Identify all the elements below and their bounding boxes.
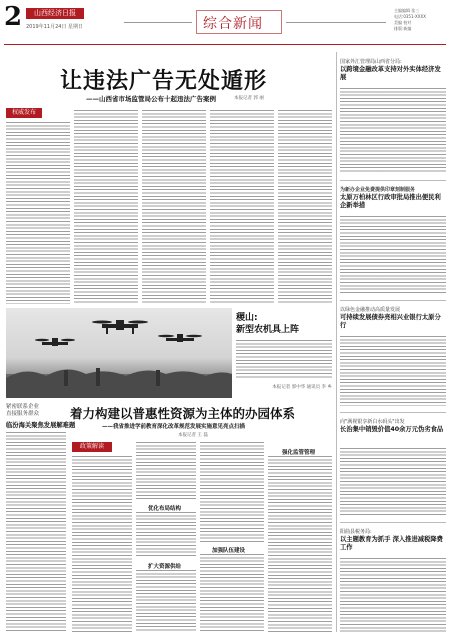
lead-column-4 [210, 110, 274, 304]
photo-caption-title: 稷山: 新型农机具上阵 [236, 313, 300, 335]
photo-caption-box [236, 308, 332, 398]
right-story-kicker: 阳曲县税务局: [340, 529, 372, 535]
drone-illustration [6, 308, 232, 398]
column-tag [6, 108, 42, 118]
section-title [196, 10, 282, 34]
right-divider [340, 412, 446, 413]
lower-left-title: 临汾海关聚焦发展解难题 [6, 422, 76, 429]
lead-title: 让违法广告无处遁形 [60, 69, 268, 94]
right-story-body [340, 336, 446, 406]
main-column-3 [200, 442, 264, 542]
policy-tag-label: 政策解读 [79, 443, 104, 450]
editor-line: 排版:新编 [394, 26, 412, 31]
main-column-4 [268, 456, 332, 632]
lead-byline: 本报记者 郭 丽 [234, 96, 264, 101]
photo-credit: 本报记者 郭中华 通讯员 李 乡 [272, 385, 332, 390]
right-story-title: 以跨境金融改革支持对外实体经济发展 [340, 66, 441, 81]
right-divider [340, 180, 446, 181]
paper-name: 山西经济日报 [34, 9, 76, 17]
date-line: 2019年11月24日 星期日 [26, 24, 84, 30]
editor-line: 主编编辑 张三 [394, 8, 420, 13]
right-story-kicker: 国家外汇管理局山西省分局: [340, 59, 402, 65]
lead-column-2 [74, 110, 138, 304]
right-story-body [340, 448, 446, 516]
main-title: 着力构建以普惠性资源为主体的办园体系 [70, 406, 296, 421]
editor-line: 美编 校对 [394, 20, 412, 25]
header-rule-right [286, 22, 386, 23]
masthead [4, 4, 446, 44]
editor-info [394, 8, 448, 32]
right-story-title: 太原万柏林区行政审批局推出便民利企新举措 [340, 194, 441, 209]
main-subtitle: ——我省推进学前教育深化改革规范发展实施意见亮点扫描 [102, 424, 246, 430]
section-label: 综合新闻 [203, 16, 263, 32]
right-story-title: 长治集中销毁价值40余万元伪劣食品 [340, 426, 444, 433]
paper-name-badge [26, 8, 84, 19]
editor-line: 电话:0351-XXXX [394, 14, 426, 19]
main-subhead: 优化布局结构 [148, 506, 182, 512]
photo-caption-body [236, 340, 332, 378]
column-divider [336, 52, 337, 632]
right-story-body [340, 216, 446, 294]
main-column-2 [136, 442, 196, 500]
main-subhead: 加强队伍建设 [212, 548, 246, 554]
lead-column-1 [6, 122, 70, 304]
right-story-kicker: 为新办企业免费提供印章刻制服务 [340, 187, 416, 193]
right-story-body [340, 558, 446, 634]
main-column-1 [72, 456, 132, 632]
main-subhead: 扩大资源供给 [148, 564, 182, 570]
header-rule [4, 44, 446, 45]
right-story-kicker: 以绿色金融推动高质量发展 [340, 307, 401, 313]
right-story-title: 可持续发展债券亮相兴业银行太原分行 [340, 314, 441, 329]
main-byline: 本报记者 王 磊 [178, 433, 208, 438]
right-divider [340, 300, 446, 301]
main-subhead: 强化监管管理 [282, 450, 316, 456]
main-column-2b [136, 512, 196, 558]
column-tag-label: 权威发布 [11, 109, 36, 116]
lead-column-3 [142, 110, 206, 304]
page-number: 2 [4, 2, 23, 32]
policy-tag [72, 442, 112, 452]
right-column [340, 52, 446, 636]
lead-column-5 [278, 110, 332, 304]
right-story-title: 以主题教育为抓手 深入推进减税降费工作 [340, 536, 443, 551]
header-rule-left [124, 22, 192, 23]
right-story-kicker: 向"满视银享新白水码头"出发 [340, 419, 405, 425]
main-column-2c [136, 570, 196, 632]
right-story-body [340, 88, 446, 174]
lead-subtitle: ——山西省市场监管局公布十起违法广告案例 [86, 95, 216, 103]
main-column-3b [200, 554, 264, 632]
right-divider [340, 522, 446, 523]
lower-left-kicker: 紧密联系企业 直接服务群众 [6, 404, 40, 417]
lower-left-body [6, 432, 66, 632]
photo-drones [6, 308, 232, 398]
